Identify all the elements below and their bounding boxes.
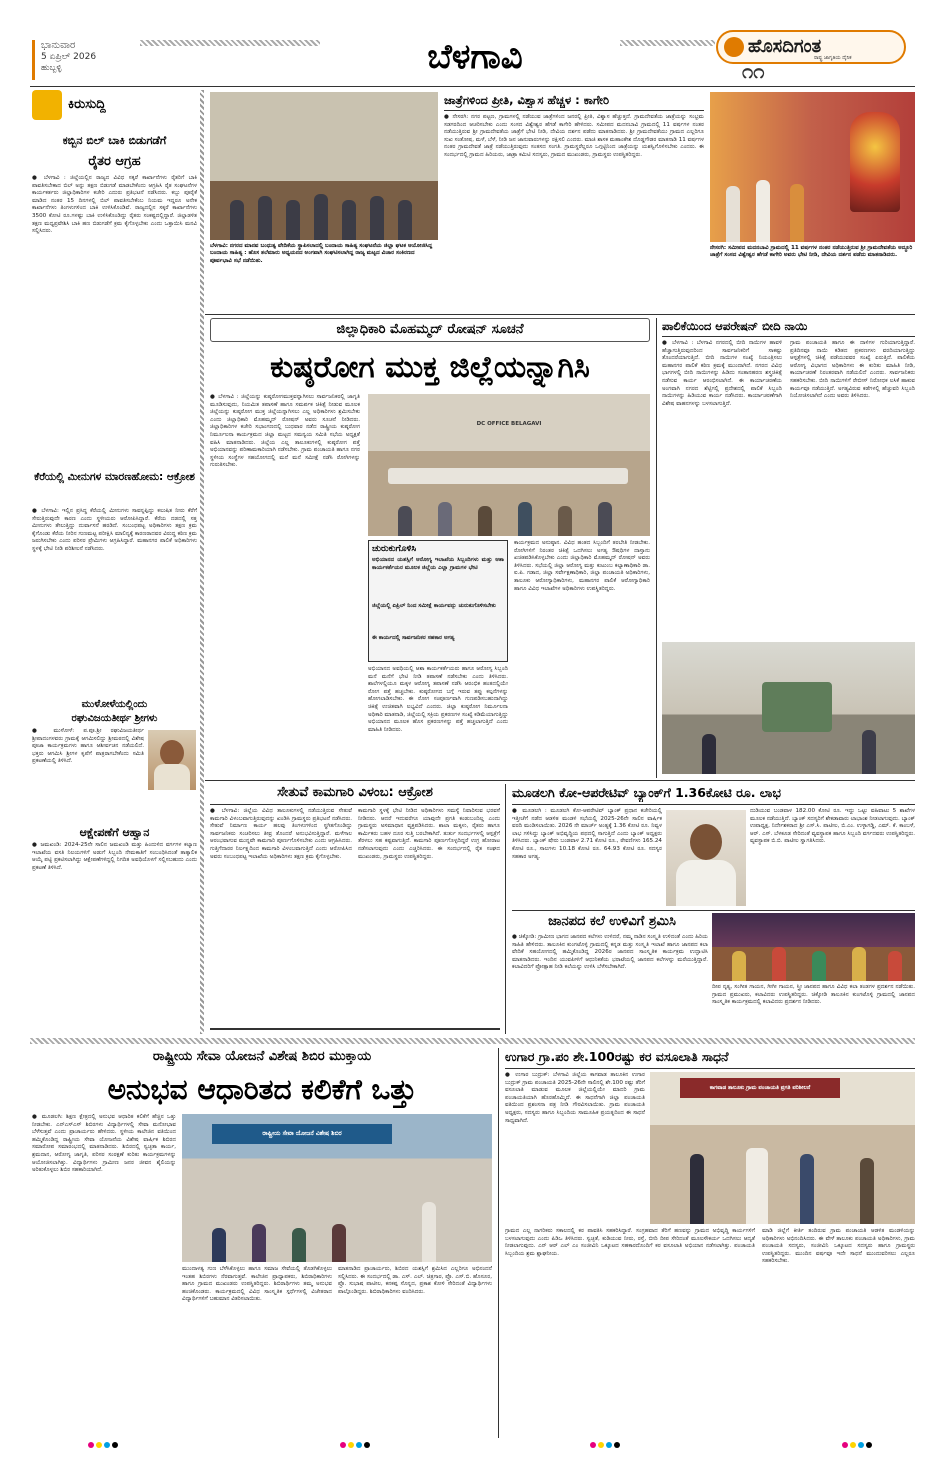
swamiji-photo [148, 730, 196, 790]
person-figure [800, 1154, 814, 1224]
person-figure [746, 1148, 768, 1224]
bank-president-photo [666, 810, 746, 906]
kageri-headline: ಜಾತ್ರೆಗಳಿಂದ ಪ್ರೀತಿ, ವಿಶ್ವಾಸ ಹೆಚ್ಚಳ : ಕಾಗೇರಿ [444, 93, 610, 107]
person-figure [690, 1154, 704, 1224]
leprosy-body-col2: ಅಭಿಯಾನದ ಅವಧಿಯಲ್ಲಿ ಆಶಾ ಕಾರ್ಯಕರ್ತೆಯರು ಹಾಗೂ ಆರೋಗ್ಯ ಸಿಬ್ಬಂದಿ ಮನೆ ಮನೆಗೆ ಭೇಟಿ ನೀಡಿ ತಪಾಸಣೆ ನಡೆಸಬೇಕು ಎಂದು ತಿಳಿಸಿದರು. ಶಾಲೆಗಳಲ್ಲಿಯೂ ಮಕ್ಕಳ ಆರೋಗ್ಯ ತಪಾಸಣೆ ನಡೆಸಿ ಆರಂಭಿಕ ಹಂತದಲ್ಲಿಯೇ ರೋಗ ಪತ್ತೆ ಹಚ್ಚಬೇಕು. ಕುಷ್ಠರೋಗದ ಬಗ್ಗೆ ಇರುವ ತಪ್ಪು ಕಲ್ಪನೆಗಳನ್ನು ಹೋಗಲಾಡಿಸಬೇಕು. ಈ ರೋಗ ಸಂಪೂರ್ಣವಾಗಿ ಗುಣಪಡಿಸಬಹುದಾಗಿದ್ದು ಚಿಕಿತ್ಸೆ ಉಚಿತವಾಗಿ ಲಭ್ಯವಿದೆ ಎಂದರು. ಜಿಲ್ಲಾ ಕುಷ್ಠರೋಗ ನಿರ್ಮೂಲನಾ ಅಧಿಕಾರಿ ಮಾತನಾಡಿ, ಜಿಲ್ಲೆಯಲ್ಲಿ ಸಕ್ರಿಯ ಪ್ರಕರಣಗಳ ಸಂಖ್ಯೆ ಕಡಿಮೆಯಾಗುತ್ತಿದ್ದು ಅಭಿಯಾನದ ಮೂಲಕ ಹೊಸ ಪ್ರಕರಣಗಳನ್ನು ಪತ್ತೆ ಹಚ್ಚಲಾಗುತ್ತಿದೆ ಎಂದು ಮಾಹಿತಿ ನೀಡಿದರು. [368, 666, 508, 733]
leprosy-body-col1: ● ಬೆಳಗಾವಿ : ಜಿಲ್ಲೆಯನ್ನು ಕುಷ್ಠರೋಗಮುಕ್ತವನ್ನಾಗಿಸಲು ಸಾರ್ವಜನಿಕರಲ್ಲಿ ಜಾಗೃತಿ ಮೂಡಿಸುವುದು, ನಿಯಮಿತ ತಪಾಸಣೆ ಹಾಗೂ ಸಮರ್ಪಕ ಚಿಕಿತ್ಸೆ ನೀಡುವ ಮೂಲಕ ಜಿಲ್ಲೆಯನ್ನು ಕುಷ್ಠರೋಗ ಮುಕ್ತ ಜಿಲ್ಲೆಯನ್ನಾಗಿಸಲು ಎಲ್ಲ ಅಧಿಕಾರಿಗಳು ಶ್ರಮಿಸಬೇಕು ಎಂದು ಜಿಲ್ಲಾಧಿಕಾರಿ ಮೊಹಮ್ಮದ್ ರೋಷನ್ ಅವರು ಸೂಚನೆ ನೀಡಿದರು. ಜಿಲ್ಲಾಧಿಕಾರಿಗಳ ಕಚೇರಿ ಸಭಾಂಗಣದಲ್ಲಿ ಬುಧವಾರ ನಡೆದ ರಾಷ್ಟ್ರೀಯ ಕುಷ್ಠರೋಗ ನಿರ್ಮೂಲನಾ ಕಾರ್ಯಕ್ರಮದ ಜಿಲ್ಲಾ ಮಟ್ಟದ ಸಮನ್ವಯ ಸಮಿತಿ ಸಭೆಯ ಅಧ್ಯಕ್ಷತೆ ವಹಿಸಿ ಮಾತನಾಡಿದರು. ಜಿಲ್ಲೆಯ ಎಲ್ಲ ತಾಲೂಕುಗಳಲ್ಲಿ ಕುಷ್ಠರೋಗ ಪತ್ತೆ ಅಭಿಯಾನವನ್ನು ಪರಿಣಾಮಕಾರಿಯಾಗಿ ನಡೆಸಬೇಕು. ಗ್ರಾಮ ಪಂಚಾಯತಿ ಹಾಗೂ ನಗರ ಸ್ಥಳೀಯ ಸಂಸ್ಥೆಗಳ ಸಹಯೋಗದಲ್ಲಿ ಮನೆ ಮನೆ ಸಮೀಕ್ಷೆ ನಡೆಸಿ ರೋಗಿಗಳನ್ನು ಗುರುತಿಸಬೇಕು. [210, 394, 360, 469]
person-figure [332, 1224, 346, 1262]
left-column-stripe [200, 90, 204, 1034]
leprosy-highlight-2: ಜಿಲ್ಲೆಯಲ್ಲಿ ಏಪ್ರಿಲ್ ನಿಂದ ಸಮೀಕ್ಷೆ ಕಾರ್ಯವನ್ನು ಚುರುಕುಗೊಳಿಸಬೇಕು [372, 603, 496, 609]
bank-folk-rule [512, 910, 915, 911]
kirusuddi-badge [32, 90, 192, 120]
leprosy-highlight-3: ಈ ಕಾರ್ಯದಲ್ಲಿ ಸಾರ್ವಜನಿಕರ ಸಹಕಾರ ಅಗತ್ಯ [372, 635, 455, 641]
kirusuddi-label: ಕಿರುಸುದ್ದಿ [68, 97, 106, 112]
kirusuddi-item1-body: ● ಬೆಳಗಾವಿ : ಜಿಲ್ಲೆಯಲ್ಲಿನ ರಾಜ್ಯದ ವಿವಿಧ ಸಕ್ಕರೆ ಕಾರ್ಖಾನೆಗಳು ರೈತರಿಗೆ ಬಾಕಿ ಪಾವತಿಸಬೇಕಾದ ಬಿಲ್ ಅನ್ನು ತಕ್ಷಣ ಬಿಡುಗಡೆ ಮಾಡಬೇಕೆಂದು ಆಗ್ರಹಿಸಿ ರೈತ ಸಂಘಟನೆಗಳ ಕಾರ್ಯಕರ್ತರು ಜಿಲ್ಲಾಧಿಕಾರಿಗಳ ಕಚೇರಿ ಎದುರು ಪ್ರತಿಭಟನೆ ನಡೆಸಿದರು. ಕಬ್ಬು ಪೂರೈಕೆ ಮಾಡಿದ ನಂತರ 15 ದಿನಗಳಲ್ಲಿ ಬಿಲ್ ಪಾವತಿಸಬೇಕೆಂಬ ನಿಯಮ ಇದ್ದರೂ ಅನೇಕ ಕಾರ್ಖಾನೆಗಳು ತಿಂಗಳುಗಳಿಂದ ಬಾಕಿ ಉಳಿಸಿಕೊಂಡಿವೆ. ರಾಜ್ಯದಲ್ಲಿನ ಸಕ್ಕರೆ ಕಾರ್ಖಾನೆಗಳು 3500 ಕೋಟಿ ರೂ.ಗಳಷ್ಟು ಬಾಕಿ ಉಳಿಸಿಕೊಂಡಿದ್ದು ರೈತರು ಸಂಕಷ್ಟದಲ್ಲಿದ್ದಾರೆ. ಜಿಲ್ಲಾಡಳಿತ ತಕ್ಷಣ ಮಧ್ಯಪ್ರವೇಶಿಸಿ ಬಾಕಿ ಹಣ ಬಿಡುಗಡೆಗೆ ಕ್ರಮ ಕೈಗೊಳ್ಳಬೇಕು ಎಂದು ಒತ್ತಾಯಿಸಿ ಮನವಿ ಸಲ್ಲಿಸಿದರು. [32, 175, 197, 235]
person-figure [860, 1158, 874, 1224]
person-figure [398, 200, 412, 240]
person-figure [286, 200, 300, 240]
van [762, 682, 832, 732]
bridge-body-col1: ● ಬೆಳಗಾವಿ: ಜಿಲ್ಲೆಯ ವಿವಿಧ ತಾಲೂಕುಗಳಲ್ಲಿ ನಡೆಯುತ್ತಿರುವ ಸೇತುವೆ ಕಾಮಗಾರಿ ವಿಳಂಬವಾಗುತ್ತಿರುವುದನ್ನು ಖಂಡಿಸಿ ಗ್ರಾಮಸ್ಥರು ಪ್ರತಿಭಟನೆ ನಡೆಸಿದರು. ಸೇತುವೆ ನಿರ್ಮಾಣ ಕಾರ್ಯ ಹಲವು ತಿಂಗಳುಗಳಿಂದ ಸ್ಥಗಿತಗೊಂಡಿದ್ದು ಸಾರ್ವಜನಿಕರು ಸಂಚರಿಸಲು ತೀವ್ರ ತೊಂದರೆ ಅನುಭವಿಸುತ್ತಿದ್ದಾರೆ. ಮಳೆಗಾಲ ಆರಂಭವಾಗುವ ಮುನ್ನವೇ ಕಾಮಗಾರಿ ಪೂರ್ಣಗೊಳಿಸಬೇಕು ಎಂದು ಆಗ್ರಹಿಸಿದರು. ಗುತ್ತಿಗೆದಾರರ ನಿರ್ಲಕ್ಷ್ಯದಿಂದ ಕಾಮಗಾರಿ ವಿಳಂಬವಾಗುತ್ತಿದೆ ಎಂದು ಆರೋಪಿಸಿದ ಅವರು ಸಂಬಂಧಪಟ್ಟ ಇಲಾಖೆಯ ಅಧಿಕಾರಿಗಳು ತಕ್ಷಣ ಕ್ರಮ ಕೈಗೊಳ್ಳಬೇಕು. [210, 808, 352, 860]
bank-body-col2: ದುಡಿಯುವ ಬಂಡವಾಳ 182.00 ಕೋಟಿ ರೂ. ಇದ್ದು ಒಟ್ಟು ವಹಿವಾಟು 5 ಶಾಖೆಗಳ ಮೂಲಕ ನಡೆಯುತ್ತಿದೆ. ಬ್ಯಾಂಕ್ ಸದಸ್ಯರಿಗೆ ಶೇಕಡಾವಾರು ಲಾಭಾಂಶ ನೀಡಲಾಗುವುದು. ಬ್ಯಾಂಕ್ ಉಪಾಧ್ಯಕ್ಷ, ನಿರ್ದೇಶಕರಾದ ಶ್ರೀ ಎಸ್.ಸಿ. ಪಾಟೀಲ, ಬಿ.ಎಂ. ಉಳ್ಳಾಗಡ್ಡಿ, ಎಮ್. ಕೆ. ಕಾಂಬಳೆ, ಆರ್. ಎಸ್. ಬೆಳಕೂಡ ಸೇರಿದಂತೆ ವ್ಯವಸ್ಥಾಪಕ ಹಾಗೂ ಸಿಬ್ಬಂದಿ ವರ್ಗದವರು ಉಪಸ್ಥಿತರಿದ್ದರು. ವ್ಯವಸ್ಥಾಪಕ ಬಿ.ಬಿ. ಪಾಟೀಲ ಸ್ವಾಗತಿಸಿದರು. [750, 808, 915, 845]
nss-body-col3: ಮಾತನಾಡಿದ ಪ್ರಾಚಾರ್ಯರು, ಶಿಬಿರದ ಯಶಸ್ಸಿಗೆ ಶ್ರಮಿಸಿದ ಎಲ್ಲರಿಗೂ ಅಭಿನಂದನೆ ಸಲ್ಲಿಸಿದರು. ಈ ಸಂದರ್ಭದಲ್ಲಿ ಡಾ. ಎಸ್. ಎಲ್. ಚಿತ್ರಗಾರ, ಪ್ರೊ. ಎಸ್.ಬಿ. ಹೊಸೂರ, ಪ್ರೊ. ಸುಭಾಷ ಪಾಟೀಲ, ಕನಕಪ್ಪ ಸೊನ್ನದ, ಪ್ರಕಾಶ ಕೋಳಿ ಸೇರಿದಂತೆ ವಿದ್ಯಾರ್ಥಿಗಳು ಪಾಲ್ಗೊಂಡಿದ್ದರು. ಶಿಬಿರಾಧಿಕಾರಿಗಳು ವಂದಿಸಿದರು. [338, 1266, 492, 1295]
person-figure [342, 200, 356, 240]
leprosy-highlight-1: ಅಭಿಯಾನದ ಯಶಸ್ಸಿಗೆ ಆರೋಗ್ಯ ಇಲಾಖೆಯ ಸಿಬ್ಬಂದಿಗಳು ಮತ್ತು ಆಶಾ ಕಾರ್ಯಕರ್ತೆಯರ ಮೂಲಕ ಜಿಲ್ಲೆಯ ಎಲ್ಲಾ ಗ್ರಾಮಗಳ ಭೇಟಿ [372, 557, 504, 571]
masthead-right-stripe [620, 40, 715, 46]
leprosy-photo-sign: DC OFFICE BELAGAVI [476, 421, 542, 427]
nss-ugar-divider [498, 1048, 499, 1438]
nss-headline: ಅನುಭವ ಆಧಾರಿತದ ಕಲಿಕೆಗೆ ಒತ್ತು [107, 1073, 417, 1106]
leprosy-dogs-divider [656, 318, 657, 778]
person-shirt [676, 860, 736, 906]
folk-photo [712, 913, 915, 981]
bank-headline-rule [512, 804, 915, 805]
bank-body-col1: ● ಮೂಡಲಗಿ : ಮೂಡಲಗಿ ಕೋ-ಆಪರೇಟಿವ್ ಬ್ಯಾಂಕ್ ಪ್ರಧಾನ ಕಚೇರಿಯಲ್ಲಿ ಇತ್ತೀಚೆಗೆ ನಡೆದ ಆಡಳಿತ ಮಂಡಳಿ ಸಭೆಯಲ್ಲಿ 2025-26ನೇ ಸಾಲಿನ ವಾರ್ಷಿಕ ವರದಿ ಮಂಡಿಸಲಾಯಿತು. 2026 ನೇ ಮಾರ್ಚ್ ಅಂತ್ಯಕ್ಕೆ 1.36 ಕೋಟಿ ರೂ. ನಿವ್ವಳ ಲಾಭ ಗಳಿಸಿದ್ದು ಬ್ಯಾಂಕ್ ಅಭಿವೃದ್ಧಿಯ ಪಥದಲ್ಲಿ ಸಾಗುತ್ತಿದೆ ಎಂದು ಬ್ಯಾಂಕ್ ಅಧ್ಯಕ್ಷರು ತಿಳಿಸಿದರು. ಬ್ಯಾಂಕ್ ಷೇರು ಬಂಡವಾಳ 2.71 ಕೋಟಿ ರೂ., ಠೇವಣಿಗಳು 165.24 ಕೋಟಿ ರೂ., ಸಾಲಗಳು 10.18 ಕೋಟಿ ರೂ. 64.93 ಕೋಟಿ ರೂ. ಸದಸ್ಯರ ಸಹಕಾರ ಅಗತ್ಯ. [512, 808, 662, 860]
dogs-body-col1: ● ಬೆಳಗಾವಿ : ಬೆಳಗಾವಿ ನಗರದಲ್ಲಿ ಬೀದಿ ನಾಯಿಗಳ ಹಾವಳಿ ಹೆಚ್ಚಾಗುತ್ತಿರುವುದರಿಂದ ಸಾರ್ವಜನಿಕರಿಗೆ ಸಾಕಷ್ಟು ತೊಂದರೆಯಾಗುತ್ತಿದೆ. ಬೀದಿ ನಾಯಿಗಳ ಸಂಖ್ಯೆ ನಿಯಂತ್ರಿಸಲು ಮಹಾನಗರ ಪಾಲಿಕೆ ಕಠಿಣ ಕ್ರಮಕ್ಕೆ ಮುಂದಾಗಿದೆ. ನಗರದ ವಿವಿಧ ಭಾಗಗಳಲ್ಲಿ ಬೀದಿ ನಾಯಿಗಳನ್ನು ಹಿಡಿದು ಸಂತಾನಹರಣ ಶಸ್ತ್ರಚಿಕಿತ್ಸೆ ನಡೆಸುವ ಕಾರ್ಯ ಆರಂಭಿಸಲಾಗಿದೆ. ಈ ಕಾರ್ಯಾಚರಣೆಯ ಅಂಗವಾಗಿ ನಗರದ ಶೆಟ್ಟಿಗಲ್ಲಿ ಪ್ರದೇಶದಲ್ಲಿ ಪಾಲಿಕೆ ಸಿಬ್ಬಂದಿ ನಾಯಿಗಳನ್ನು ಹಿಡಿಯುವ ಕಾರ್ಯ ನಡೆಸಿದರು. ಕಾರ್ಯಾಚರಣೆಗಾಗಿ ವಿಶೇಷ ವಾಹನಗಳನ್ನು ಬಳಸಲಾಗುತ್ತಿದೆ. [662, 340, 782, 407]
nss-body-col2: ಮುಂದಾಳತ್ವ ಗುಣ ಬೆಳೆಸಿಕೊಳ್ಳಲು ಹಾಗೂ ಸಮಾಜ ಸೇವೆಯಲ್ಲಿ ತೊಡಗಿಕೊಳ್ಳಲು ಇಂತಹ ಶಿಬಿರಗಳು ನೆರವಾಗುತ್ತವೆ. ಕಾಲೇಜಿನ ಪ್ರಾಧ್ಯಾಪಕರು, ಶಿಬಿರಾಧಿಕಾರಿಗಳು ಹಾಗೂ ಗ್ರಾಮದ ಮುಖಂಡರು ಉಪಸ್ಥಿತರಿದ್ದರು. ಶಿಬಿರಾರ್ಥಿಗಳು ತಮ್ಮ ಅನುಭವ ಹಂಚಿಕೊಂಡರು. ಕಾರ್ಯಕ್ರಮದಲ್ಲಿ ವಿವಿಧ ಸಾಂಸ್ಕೃತಿಕ ಸ್ಪರ್ಧೆಗಳಲ್ಲಿ ವಿಜೇತರಾದ ವಿದ್ಯಾರ್ಥಿಗಳಿಗೆ ಬಹುಮಾನ ವಿತರಿಸಲಾಯಿತು. [182, 1266, 332, 1303]
registration-dots-right [842, 1442, 874, 1451]
person-figure [252, 1224, 266, 1262]
person-figure [518, 502, 532, 536]
nss-banner: ರಾಷ್ಟ್ರೀಯ ಸೇವಾ ಯೋಜನೆ ವಿಶೇಷ ಶಿಬಿರ [212, 1124, 392, 1144]
kirusuddi-item4-body: ● ಜಮಖಂಡಿ: 2024-25ನೇ ಸಾಲಿನ ಜಮಖಂಡಿ ಮತ್ತು ಹಿಂದುಳಿದ ವರ್ಗಗಳ ಕಲ್ಯಾಣ ಇಲಾಖೆಯ ವಸತಿ ನಿಲಯಗಳಿಗೆ ಅಡುಗೆ ಸಿಬ್ಬಂದಿ ನೇಮಕಾತಿಗೆ ಸಂಬಂಧಿಸಿದಂತೆ ತಾತ್ಕಾಲಿಕ ಆಯ್ಕೆ ಪಟ್ಟಿ ಪ್ರಕಟಿಸಲಾಗಿದ್ದು ಆಕ್ಷೇಪಣೆಗಳಿದ್ದಲ್ಲಿ ನಿಗದಿತ ಅವಧಿಯೊಳಗೆ ಸಲ್ಲಿಸಬಹುದು ಎಂದು ಪ್ರಕಟಣೆ ತಿಳಿಸಿದೆ. [32, 842, 197, 871]
swamiji-figure [160, 740, 184, 766]
hand-pointer-icon [32, 90, 62, 120]
person-figure [558, 506, 572, 536]
bridge-bank-divider [505, 784, 506, 1034]
person-figure [212, 1228, 226, 1262]
folk-body-col2: ದೀಪ ನೃತ್ಯ, ಸಂಗೀತ ಗಾಯನ, ಗೀಗೀ ಗಾಯನ, ಸ್ತ್ರೀ ಜಾನಪದ ಹಾಗೂ ವಿವಿಧ ಕಲಾ ತಂಡಗಳ ಪ್ರದರ್ಶನ ನಡೆಯಿತು. ಗ್ರಾಮದ ಪ್ರಮುಖರು, ಕಲಾವಿದರು ಉಪಸ್ಥಿತರಿದ್ದರು. ಚಿಕ್ಕೋಡಿ ತಾಲೂಕಿನ ಕುಂಗಟೊಳ್ಳಿ ಗ್ರಾಮದಲ್ಲಿ ಜಾನಪದ ಸಾಂಸ್ಕೃತಿಕ ಕಾರ್ಯಕ್ರಮದಲ್ಲಿ ಕಲಾವಿದರು ಪ್ರದರ್ಶನ ನೀಡಿದರು. [712, 984, 915, 1006]
masthead-city: ಹುಬ್ಬಳ್ಳಿ [41, 63, 62, 73]
row1-rule [205, 314, 915, 315]
leprosy-headline: ಕುಷ್ಠರೋಗ ಮುಕ್ತ ಜಿಲ್ಲೆಯನ್ನಾಗಿಸಿ [270, 350, 590, 385]
performer-figure [888, 951, 902, 981]
jatre-photo-caption: ನೇಸರಗಿ: ಸಮೀಪದ ಮದನಬಾವಿ ಗ್ರಾಮದಲ್ಲಿ 11 ವರ್ಷಗಳ ನಂತರ ನಡೆಯುತ್ತಿರುವ ಶ್ರೀ ಗ್ರಾಮದೇವತೆಯ ಅದ್ಧೂರಿ ಜಾತ್ರೆಗೆ ಸಂಸದ ವಿಶ್ವೇಶ್ವರ ಹೆಗಡೆ ಕಾಗೇರಿ ಅವರು ಭೇಟಿ ನೀಡಿ, ದೇವಿಯ ದರ್ಶನ ಪಡೆದು ಮಾತನಾಡಿದರು. [710, 245, 913, 259]
ugar-headline: ಉಗಾರ ಗ್ರಾ.ಪಂ ಶೇ.100ರಷ್ಟು ಕರ ವಸೂಲಾತಿ ಸಾಧನೆ [505, 1049, 729, 1064]
person-figure [790, 184, 804, 242]
dogs-photo [662, 642, 915, 774]
folk-body: ● ಚಿಕ್ಕೋಡಿ: ಗ್ರಾಮೀಣ ಭಾಗದ ಜಾನಪದ ಕಲೆಗಳು ಉಳಿದರೆ, ನಮ್ಮ ನಾಡಿನ ಸಂಸ್ಕೃತಿ ಉಳಿದಂತೆ ಎಂದು ಹಿರಿಯ ಸಾಹಿತಿ ಹೇಳಿದರು. ತಾಲೂಕಿನ ಕುಂಗಟೊಳ್ಳಿ ಗ್ರಾಮದಲ್ಲಿ ಕನ್ನಡ ಮತ್ತು ಸಂಸ್ಕೃತಿ ಇಲಾಖೆ ಹಾಗೂ ಜಾನಪದ ಕಲಾ ವೇದಿಕೆ ಸಹಯೋಗದಲ್ಲಿ ಹಮ್ಮಿಕೊಂಡಿದ್ದ 2026ರ ಜಾನಪದ ಸಾಂಸ್ಕೃತಿಕ ಕಾರ್ಯಕ್ರಮ ಉದ್ಘಾಟಿಸಿ ಮಾತನಾಡಿದರು. ಇಂದಿನ ಯುವಪೀಳಿಗೆ ಆಧುನಿಕತೆಯ ಭರಾಟೆಯಲ್ಲಿ ಜಾನಪದ ಕಲೆಗಳನ್ನು ಮರೆಯುತ್ತಿದ್ದಾರೆ. ಕಲಾವಿದರಿಗೆ ಪ್ರೋತ್ಸಾಹ ನೀಡಿ ಕಲೆಯನ್ನು ಉಳಿಸಿ ಬೆಳೆಸಬೇಕಾಗಿದೆ. [512, 934, 708, 971]
person-figure [862, 730, 876, 774]
person-figure [314, 194, 328, 240]
page-number: ೧೧ [742, 59, 765, 83]
kirusuddi-item4-headline: ಆಕ್ಷೇಪಣೆಗೆ ಆಹ್ವಾನ [79, 826, 150, 839]
ugar-photo [650, 1072, 915, 1224]
kageri-body: ● ನೇಸರಗಿ: ನಗರ ಪಟ್ಟಣ, ಗ್ರಾಮಗಳಲ್ಲಿ ನಡೆಯುವ ಜಾತ್ರೆಗಳಿಂದ ಜನರಲ್ಲಿ ಪ್ರೀತಿ, ವಿಶ್ವಾಸ ಹೆಚ್ಚುತ್ತದೆ. ಗ್ರಾಮದೇವತೆಯ ಜಾತ್ರೆಯನ್ನು ಸಂಭ್ರಮ ಸಡಗರದಿಂದ ಆಚರಿಸಬೇಕು ಎಂದು ಸಂಸದ ವಿಶ್ವೇಶ್ವರ ಹೆಗಡೆ ಕಾಗೇರಿ ಹೇಳಿದರು. ಸಮೀಪದ ಮದನಬಾವಿ ಗ್ರಾಮದಲ್ಲಿ 11 ವರ್ಷಗಳ ನಂತರ ನಡೆಯುತ್ತಿರುವ ಶ್ರೀ ಗ್ರಾಮದೇವತೆಯ ಜಾತ್ರೆಗೆ ಭೇಟಿ ನೀಡಿ, ದೇವಿಯ ದರ್ಶನ ಪಡೆದು ಮಾತನಾಡಿದರು. ಶ್ರೀ ಗ್ರಾಮದೇವತೆಯು ಗ್ರಾಮದ ಎಲ್ಲರಿಗೂ ಸುಖ ಸಂತೋಷ, ಮಳೆ, ಬೆಳೆ, ನೀಡಿ ಜನ ಜಾನುವಾರುಗಳನ್ನು ರಕ್ಷಿಸಲಿ ಎಂದರು. ಮಾಜಿ ಶಾಸಕ ಮಹಾಂತೇಶ ದೊಡ್ಡಗೌಡರ ಮಾತನಾಡಿ 11 ವರ್ಷಗಳ ನಂತರ ಗ್ರಾಮದೇವತೆ ಜಾತ್ರೆ ನಡೆಯುತ್ತಿರುವುದು ಸಂತಸದ ಸಂಗತಿ. ಗ್ರಾಮಸ್ಥರೆಲ್ಲರೂ ಒಗ್ಗಟ್ಟಿನಿಂದ ಜಾತ್ರೆಯನ್ನು ಯಶಸ್ವಿಗೊಳಿಸಬೇಕು ಎಂದರು. ಈ ಸಂದರ್ಭದಲ್ಲಿ ಗ್ರಾಮದ ಹಿರಿಯರು, ಜಾತ್ರಾ ಕಮಿಟಿ ಸದಸ್ಯರು, ಗ್ರಾಮದ ಮುಖಂಡರು, ಗ್ರಾಮಸ್ಥರು ಉಪಸ್ಥಿತರಿದ್ದರು. [444, 114, 704, 158]
performer-figure [812, 951, 826, 981]
speaker-figure [422, 1202, 436, 1262]
leprosy-photo [368, 394, 650, 536]
goddess-idol [850, 112, 900, 212]
person-figure [756, 180, 770, 242]
conference-table [388, 468, 628, 484]
row2-rule [205, 780, 915, 781]
jatre-photo [710, 92, 915, 242]
bridge-body-col2: ಕಾಮಗಾರಿ ಸ್ಥಳಕ್ಕೆ ಭೇಟಿ ನೀಡಿದ ಅಧಿಕಾರಿಗಳು ಸಮಸ್ಯೆ ನಿವಾರಿಸುವ ಭರವಸೆ ನೀಡಿದರು. ಆದರೆ ಇದುವರೆಗೂ ಯಾವುದೇ ಪ್ರಗತಿ ಕಂಡುಬಂದಿಲ್ಲ ಎಂದು ಗ್ರಾಮಸ್ಥರು ಅಸಮಾಧಾನ ವ್ಯಕ್ತಪಡಿಸಿದರು. ಶಾಲಾ ಮಕ್ಕಳು, ರೈತರು ಹಾಗೂ ಕಾರ್ಮಿಕರು ಬಹಳ ದೂರ ಸುತ್ತಿ ಬರಬೇಕಾಗಿದೆ. ತುರ್ತು ಸಂದರ್ಭಗಳಲ್ಲಿ ಆಸ್ಪತ್ರೆಗೆ ತೆರಳಲು ಸಹ ಕಷ್ಟವಾಗುತ್ತಿದೆ. ಕಾಮಗಾರಿ ಪೂರ್ಣಗೊಳ್ಳದಿದ್ದರೆ ಉಗ್ರ ಹೋರಾಟ ನಡೆಸಲಾಗುವುದು ಎಂದು ಎಚ್ಚರಿಸಿದರು. ಈ ಸಂದರ್ಭದಲ್ಲಿ ರೈತ ಸಂಘದ ಮುಖಂಡರು, ಗ್ರಾಮಸ್ಥರು ಉಪಸ್ಥಿತರಿದ್ದರು. [358, 808, 500, 860]
kirusuddi-item2-body: ● ಬೆಳಗಾವಿ: ಇಲ್ಲಿನ ಪ್ರಸಿದ್ಧ ಕೆರೆಯಲ್ಲಿ ಮೀನುಗಳು ಸಾವನ್ನಪ್ಪಿದ್ದು ಕಲುಷಿತ ನೀರು ಕೆರೆಗೆ ಸೇರುತ್ತಿರುವುದೇ ಕಾರಣ ಎಂದು ಸ್ಥಳೀಯರು ಆರೋಪಿಸಿದ್ದಾರೆ. ಕೆರೆಯ ದಡದಲ್ಲಿ ಸತ್ತ ಮೀನುಗಳು ತೇಲುತ್ತಿದ್ದು ದುರ್ವಾಸನೆ ಹರಡಿದೆ. ಸಂಬಂಧಪಟ್ಟ ಅಧಿಕಾರಿಗಳು ತಕ್ಷಣ ಕ್ರಮ ಕೈಗೊಂಡು ಕೆರೆಯ ನೀರಿನ ಗುಣಮಟ್ಟ ಪರೀಕ್ಷಿಸಿ ಮಾಲಿನ್ಯಕ್ಕೆ ಕಾರಣರಾದವರ ವಿರುದ್ಧ ಕಠಿಣ ಕ್ರಮ ಜರುಗಿಸಬೇಕು ಎಂದು ಪರಿಸರ ಪ್ರೇಮಿಗಳು ಆಗ್ರಹಿಸಿದ್ದಾರೆ. ಮಹಾನಗರ ಪಾಲಿಕೆ ಅಧಿಕಾರಿಗಳು ಸ್ಥಳಕ್ಕೆ ಭೇಟಿ ನೀಡಿ ಪರಿಶೀಲನೆ ನಡೆಸಿದರು. [32, 508, 197, 552]
paper-tagline: ರಾಷ್ಟ್ರ ಜಾಗೃತಿಯ ದೈನಿಕ [814, 55, 852, 61]
person-figure [292, 1228, 306, 1262]
person-figure [258, 196, 272, 240]
bank-headline: ಮೂಡಲಗಿ ಕೋ-ಆಪರೇಟಿವ್ ಬ್ಯಾಂಕ್‌ಗೆ 1.36ಕೋಟಿ ರೂ. ಲಾಭ [512, 785, 781, 800]
kirusuddi-item3-headline-2: ರಘುವಿಜಯತೀರ್ಥ ಶ್ರೀಗಳು [71, 713, 158, 724]
registration-dots-mid [590, 1442, 622, 1451]
person-figure [726, 186, 740, 242]
kirusuddi-item3-body: ● ಮುಳೋಳೆ: ಪ.ಪೂ.ಶ್ರೀ ರಘುವಿಜಯತೀರ್ಥ ಶ್ರೀಪಾದಂಗಳವರು ಗ್ರಾಮಕ್ಕೆ ಆಗಮಿಸಲಿದ್ದು ಶ್ರೀಮಠದಲ್ಲಿ ವಿಶೇಷ ಪೂಜಾ ಕಾರ್ಯಕ್ರಮಗಳು ಹಾಗೂ ಆಶೀರ್ವಚನ ನಡೆಯಲಿದೆ. ಭಕ್ತರು ಆಗಮಿಸಿ ಶ್ರೀಗಳ ಕೃಪೆಗೆ ಪಾತ್ರರಾಗಬೇಕೆಂದು ಸಮಿತಿ ಪ್ರಕಟಣೆಯಲ್ಲಿ ತಿಳಿಸಿದೆ. [32, 728, 144, 765]
dogs-headline: ಪಾಲಿಕೆಯಿಂದ ಆಪರೇಷನ್ ಬೀದಿ ನಾಯಿ [662, 319, 808, 333]
ugar-banner: ಕಾಗವಾಡ ತಾಲೂಕು ಗ್ರಾಮ ಪಂಚಾಯತಿ ಪ್ರಗತಿ ಪರಿಶೀಲನೆ [680, 1078, 840, 1098]
ugar-body-col1: ● ಉಗಾರ ಬುದ್ರುಕ್: ಬೆಳಗಾವಿ ಜಿಲ್ಲೆಯ ಕಾಗವಾಡ ತಾಲೂಕಿನ ಉಗಾರ ಬುದ್ರುಕ್ ಗ್ರಾಮ ಪಂಚಾಯತಿ 2025-26ನೇ ಸಾಲಿನಲ್ಲಿ ಶೇ.100 ರಷ್ಟು ತೆರಿಗೆ ವಸೂಲಾತಿ ಮಾಡುವ ಮೂಲಕ ಜಿಲ್ಲೆಯಲ್ಲಿಯೇ ಮಾದರಿ ಗ್ರಾಮ ಪಂಚಾಯತಿಯಾಗಿ ಹೊರಹೊಮ್ಮಿದೆ. ಈ ಸಾಧನೆಗಾಗಿ ಜಿಲ್ಲಾ ಪಂಚಾಯತಿ ವತಿಯಿಂದ ಪ್ರಶಂಸನಾ ಪತ್ರ ನೀಡಿ ಗೌರವಿಸಲಾಯಿತು. ಗ್ರಾಮ ಪಂಚಾಯತಿ ಅಧ್ಯಕ್ಷರು, ಸದಸ್ಯರು ಹಾಗೂ ಸಿಬ್ಬಂದಿಯ ಸಾಮೂಹಿಕ ಪ್ರಯತ್ನದಿಂದ ಈ ಸಾಧನೆ ಸಾಧ್ಯವಾಗಿದೆ. [505, 1072, 645, 1124]
bridge-headline: ಸೇತುವೆ ಕಾಮಗಾರಿ ವಿಳಂಬ: ಆಕ್ರೋಶ [277, 785, 433, 800]
dogs-body-col2: ಗ್ರಾಮ ಪಂಚಾಯತಿ ಹಾಗೂ ಈ ದಾಳಿಗಳ ಗುರಿಯಾಗುತ್ತಿದ್ದಾರೆ. ಪ್ರತಿದಿನವೂ ನಾಯಿ ಕಡಿತದ ಪ್ರಕರಣಗಳು ವರದಿಯಾಗುತ್ತಿದ್ದು ಆಸ್ಪತ್ರೆಗಳಲ್ಲಿ ಚಿಕಿತ್ಸೆ ಪಡೆಯುವವರ ಸಂಖ್ಯೆ ಏರುತ್ತಿದೆ. ಪಾಲಿಕೆಯ ಆರೋಗ್ಯ ವಿಭಾಗದ ಅಧಿಕಾರಿಗಳು ಈ ಕುರಿತು ಮಾಹಿತಿ ನೀಡಿ, ಕಾರ್ಯಾಚರಣೆ ನಿರಂತರವಾಗಿ ನಡೆಯಲಿದೆ ಎಂದರು. ಸಾರ್ವಜನಿಕರು ಸಹಕರಿಸಬೇಕು. ಬೀದಿ ನಾಯಿಗಳಿಗೆ ರೇಬೀಸ್ ನಿರೋಧಕ ಲಸಿಕೆ ಹಾಕುವ ಕಾರ್ಯವೂ ನಡೆಯುತ್ತಿದೆ. ಅಗತ್ಯವಿರುವ ಕಡೆಗಳಲ್ಲಿ ಹೆಚ್ಚುವರಿ ಸಿಬ್ಬಂದಿ ನಿಯೋಜಿಸಲಾಗಿದೆ ಎಂದು ಅವರು ತಿಳಿಸಿದರು. [790, 340, 915, 400]
person-figure [230, 200, 244, 240]
masthead-date-block [32, 40, 182, 80]
person-figure [438, 502, 452, 536]
person-figure [702, 734, 716, 774]
leprosy-body-col3: ಕಾರ್ಯಕ್ರಮದ ಅನುಷ್ಠಾನ. ವಿವಿಧ ಹಂತದ ಸಿಬ್ಬಂದಿಗೆ ತರಬೇತಿ ನೀಡಬೇಕು. ರೋಗಿಗಳಿಗೆ ನಿರಂತರ ಚಿಕಿತ್ಸೆ ಒದಗಿಸಲು ಅಗತ್ಯ ಔಷಧಿಗಳ ದಾಸ್ತಾನು ಖಚಿತಪಡಿಸಿಕೊಳ್ಳಬೇಕು ಎಂದು ಜಿಲ್ಲಾಧಿಕಾರಿ ಮೊಹಮ್ಮದ್ ರೋಷನ್ ಅವರು ತಿಳಿಸಿದರು. ಸಭೆಯಲ್ಲಿ ಜಿಲ್ಲಾ ಆರೋಗ್ಯ ಮತ್ತು ಕುಟುಂಬ ಕಲ್ಯಾಣಾಧಿಕಾರಿ ಡಾ. ಐ.ಪಿ. ಗಡಾದ, ಜಿಲ್ಲಾ ಸರ್ವೇಕ್ಷಣಾಧಿಕಾರಿ, ಜಿಲ್ಲಾ ಪಂಚಾಯತಿ ಅಧಿಕಾರಿಗಳು, ತಾಲೂಕು ಆರೋಗ್ಯಾಧಿಕಾರಿಗಳು, ಮಹಾನಗರ ಪಾಲಿಕೆ ಆರೋಗ್ಯಾಧಿಕಾರಿ ಹಾಗೂ ವಿವಿಧ ಇಲಾಖೆಗಳ ಅಧಿಕಾರಿಗಳು ಉಪಸ್ಥಿತರಿದ್ದರು. [514, 540, 650, 592]
ugar-body-col2: ಗ್ರಾಮದ ಎಲ್ಲ ನಾಗರಿಕರು ಸಕಾಲದಲ್ಲಿ ಕರ ಪಾವತಿಸಿ ಸಹಕರಿಸಿದ್ದಾರೆ. ಸಂಗ್ರಹವಾದ ತೆರಿಗೆ ಹಣವನ್ನು ಗ್ರಾಮದ ಅಭಿವೃದ್ಧಿ ಕಾರ್ಯಗಳಿಗೆ ಬಳಸಲಾಗುವುದು ಎಂದು ಪಿಡಿಒ ತಿಳಿಸಿದರು. ಸ್ವಚ್ಛತೆ, ಕುಡಿಯುವ ನೀರು, ರಸ್ತೆ, ಬೀದಿ ದೀಪ ಸೇರಿದಂತೆ ಮೂಲಸೌಕರ್ಯ ಒದಗಿಸಲು ಆದ್ಯತೆ ನೀಡಲಾಗುವುದು. ಎನ್ ಆರ್ ಎಲ್ ಎಂ ಸಂಜೀವಿನಿ ಒಕ್ಕೂಟದ ಸಹಕಾರದೊಂದಿಗೆ ಕರ ವಸೂಲಾತಿ ಅಭಿಯಾನ ನಡೆಸಲಾಗಿತ್ತು. ಪಂಚಾಯತಿ ಸಿಬ್ಬಂದಿಯ ಶ್ರಮ ಶ್ಲಾಘನೀಯ. [505, 1228, 755, 1257]
kageri-headline-rule [444, 110, 704, 111]
swamiji-robe [154, 764, 190, 790]
performer-figure [772, 947, 786, 981]
meeting-photo [210, 92, 438, 240]
masthead-day: ಭಾನುವಾರ [41, 40, 76, 51]
kirusuddi-item2-headline: ಕೆರೆಯಲ್ಲಿ ಮೀನುಗಳ ಮಾರಣಹೋಮ: ಆಕ್ರೋಶ [34, 471, 195, 483]
registration-dots-center [340, 1442, 372, 1451]
ugar-headline-rule [505, 1068, 915, 1069]
person-figure [478, 506, 492, 536]
meeting-photo-caption: ಬೆಳಗಾವಿ: ನಗರದ ಮಾನವ ಬಂಧುತ್ವ ವೇದಿಕೆಯ ಸ್ಥಾಪಿಸಲಾದಲ್ಲಿ ಬಂದಾಯ ಸಾಹಿತ್ಯ ಸಂಘಟನೆಯ ಜಿಲ್ಲಾ ಘಟಕ ಆಯೋಜಿಸಿದ್ದ ಬಂದಾಯ ಸಾಹಿತ್ಯ : ಹೊಸ ತಲೆಮಾರು ಅಧ್ಯಯನದ ಅಂಗವಾಗಿ ಸಂಘಟಿಸಲಾಗಿದ್ದ ರಾಜ್ಯ ಮಟ್ಟದ ವಿಚಾರ ಸಂಕಿರಣದ ಪೂರ್ವಭಾವಿ ಸಭೆ ನಡೆಯಿತು. [210, 243, 433, 264]
performer-figure [852, 947, 866, 981]
nss-body-col1: ● ಮೂಡಲಗಿ: ಶಿಕ್ಷಣ ಕ್ಷೇತ್ರದಲ್ಲಿ ಅನುಭವ ಆಧಾರಿತ ಕಲಿಕೆಗೆ ಹೆಚ್ಚಿನ ಒತ್ತು ನೀಡಬೇಕು. ಎನ್‌ಎಸ್‌ಎಸ್ ಶಿಬಿರಗಳು ವಿದ್ಯಾರ್ಥಿಗಳಲ್ಲಿ ಸೇವಾ ಮನೋಭಾವ ಬೆಳೆಸುತ್ತವೆ ಎಂದು ಪ್ರಾಚಾರ್ಯರು ಹೇಳಿದರು. ಸ್ಥಳೀಯ ಕಾಲೇಜಿನ ವತಿಯಿಂದ ಹಮ್ಮಿಕೊಂಡಿದ್ದ ರಾಷ್ಟ್ರೀಯ ಸೇವಾ ಯೋಜನೆಯ ವಿಶೇಷ ವಾರ್ಷಿಕ ಶಿಬಿರದ ಸಮಾರೋಪ ಸಮಾರಂಭದಲ್ಲಿ ಮಾತನಾಡಿದರು. ಶಿಬಿರದಲ್ಲಿ ಸ್ವಚ್ಛತಾ ಕಾರ್ಯ, ಶ್ರಮದಾನ, ಆರೋಗ್ಯ ಜಾಗೃತಿ, ಪರಿಸರ ಸಂರಕ್ಷಣೆ ಕುರಿತು ಕಾರ್ಯಕ್ರಮಗಳನ್ನು ಆಯೋಜಿಸಲಾಗಿತ್ತು. ವಿದ್ಯಾರ್ಥಿಗಳು ಗ್ರಾಮೀಣ ಜನರ ಜೀವನ ಶೈಲಿಯನ್ನು ಅರಿತುಕೊಳ್ಳಲು ಶಿಬಿರ ಸಹಕಾರಿಯಾಗಿದೆ. [32, 1114, 176, 1174]
nss-photo [182, 1114, 492, 1262]
nss-kicker: ರಾಷ್ಟ್ರೀಯ ಸೇವಾ ಯೋಜನೆ ವಿಶೇಷ ಶಿಬಿರ ಮುಕ್ತಾಯ [152, 1049, 372, 1064]
registration-dots-left [88, 1442, 120, 1451]
masthead-date: 5 ಏಪ್ರಿಲ್ 2026 [41, 52, 97, 62]
leprosy-highlights-title: ಚುರುಕುಗೊಳಿಸಿ [372, 544, 417, 554]
leprosy-kicker: ಜಿಲ್ಲಾಧಿಕಾರಿ ಮೊಹಮ್ಮದ್ ರೋಷನ್ ಸೂಚನೆ [336, 322, 524, 337]
masthead-rule [30, 86, 915, 87]
masthead-left-stripe [140, 40, 320, 46]
kirusuddi-item1-headline-2: ರೈತರ ಆಗ್ರಹ [88, 154, 141, 169]
folk-headline: ಜಾನಪದ ಕಲೆ ಉಳಿವಿಗೆ ಶ್ರಮಿಸಿ [548, 914, 676, 929]
bridge-headline-rule [210, 804, 500, 805]
performer-figure [732, 951, 746, 981]
paper-name: ಹೊಸದಿಗಂತ [748, 36, 822, 57]
person-figure [398, 506, 412, 536]
kirusuddi-item1-headline-1: ಕಬ್ಬಿನ ಬಿಲ್ ಬಾಕಿ ಬಿಡುಗಡೆಗೆ [62, 134, 167, 147]
person-head [690, 824, 722, 860]
masthead [0, 0, 945, 86]
bridge-photo [210, 1028, 500, 1030]
bottom-section-stripe [30, 1038, 915, 1044]
logo-emblem-icon [724, 37, 744, 57]
person-figure [598, 502, 612, 536]
kirusuddi-item3-headline-1: ಮುಳೋಳೆಯಲ್ಲಿಂದು [81, 699, 148, 710]
section-title: ಬೆಳಗಾವಿ [427, 37, 523, 77]
person-figure [370, 196, 384, 240]
ugar-body-col3: ಮಾಡಿ ಜಿಲ್ಲೆಗೆ ಕೀರ್ತಿ ತಂದಿರುವ ಗ್ರಾಮ ಪಂಚಾಯತಿ ಆಡಳಿತ ಮಂಡಳಿಯನ್ನು ಅಧಿಕಾರಿಗಳು ಅಭಿನಂದಿಸಿದರು. ಈ ವೇಳೆ ತಾಲೂಕು ಪಂಚಾಯತಿ ಅಧಿಕಾರಿಗಳು, ಗ್ರಾಮ ಪಂಚಾಯತಿ ಸದಸ್ಯರು, ಸಂಜೀವಿನಿ ಒಕ್ಕೂಟದ ಸದಸ್ಯರು ಹಾಗೂ ಗ್ರಾಮಸ್ಥರು ಉಪಸ್ಥಿತರಿದ್ದರು. ಮುಂದಿನ ವರ್ಷವೂ ಇದೇ ಸಾಧನೆ ಮುಂದುವರಿಸಲು ಎಲ್ಲರೂ ಸಹಕರಿಸಬೇಕು. [762, 1228, 915, 1265]
dogs-headline-rule [662, 336, 915, 337]
